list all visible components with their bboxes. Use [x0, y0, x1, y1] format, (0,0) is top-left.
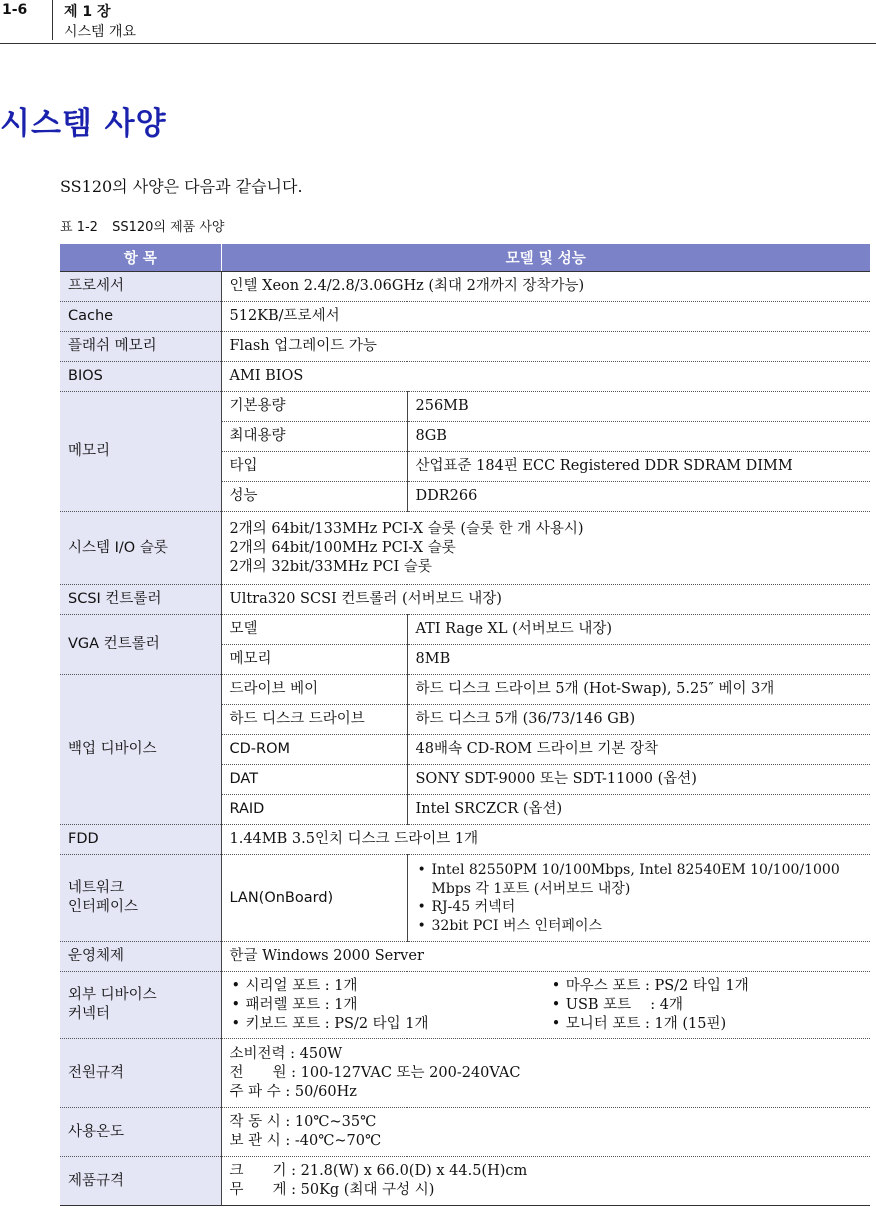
- list-item: • USB 포트 : 4개: [550, 996, 870, 1015]
- list-item: • Intel 82550PM 10/100Mbps, Intel 82540EM 10/100/1000 Mbps 각 1포트 (서버보드 내장): [416, 861, 871, 898]
- row-subcategory: CD-ROM: [221, 735, 407, 765]
- connector-columns: [230, 977, 871, 1034]
- row-value: [221, 972, 870, 1039]
- table-row: [60, 585, 870, 615]
- table-row: [60, 942, 870, 972]
- row-subcategory: DAT: [221, 765, 407, 795]
- list-item: • 모니터 포트 : 1개 (15핀): [550, 1015, 870, 1034]
- chapter-title: 시스템 개요: [64, 24, 137, 40]
- row-value: 하드 디스크 드라이브 5개 (Hot-Swap), 5.25″ 베이 3개: [407, 675, 870, 705]
- row-value: [221, 1039, 870, 1108]
- table-row: [60, 1108, 870, 1157]
- table-row: [60, 825, 870, 855]
- list-item: • 패러렐 포트 : 1개: [230, 996, 550, 1015]
- row-value: AMI BIOS: [221, 362, 870, 392]
- table-row: [60, 675, 870, 705]
- row-value: [221, 512, 870, 585]
- caption-label: 표 1-2: [60, 220, 98, 235]
- row-value: [221, 1157, 870, 1206]
- table-row: [60, 392, 870, 422]
- row-value: 하드 디스크 5개 (36/73/146 GB): [407, 705, 870, 735]
- row-value: SONY SDT-9000 또는 SDT-11000 (옵션): [407, 765, 870, 795]
- row-category: VGA 컨트롤러: [60, 615, 221, 675]
- row-category: [60, 972, 221, 1039]
- header-divider: [52, 0, 53, 40]
- table-row: [60, 362, 870, 392]
- list-item: • 마우스 포트 : PS/2 타입 1개: [550, 977, 870, 996]
- category-line: 인터페이스: [68, 899, 139, 915]
- row-category: 메모리: [60, 392, 221, 512]
- page-header: [0, 0, 876, 44]
- table-row: [60, 332, 870, 362]
- row-value: 48배속 CD-ROM 드라이브 기본 장착: [407, 735, 870, 765]
- row-subcategory: 성능: [221, 482, 407, 512]
- row-category: [60, 855, 221, 942]
- table-row: [60, 1157, 870, 1206]
- row-category: BIOS: [60, 362, 221, 392]
- header-rule: [0, 43, 876, 44]
- row-category: 사용온도: [60, 1108, 221, 1157]
- row-category: 운영체제: [60, 942, 221, 972]
- table-row: [60, 615, 870, 645]
- row-category: 플래쉬 메모리: [60, 332, 221, 362]
- row-subcategory: 드라이브 베이: [221, 675, 407, 705]
- table-caption: [60, 216, 234, 235]
- list-item: • 키보드 포트 : PS/2 타입 1개: [230, 1015, 550, 1034]
- row-value: Flash 업그레이드 가능: [221, 332, 870, 362]
- spec-table: [60, 244, 870, 1206]
- row-value: 한글 Windows 2000 Server: [221, 942, 870, 972]
- row-value: [221, 1108, 870, 1157]
- value-line: 전 원 : 100-127VAC 또는 200-240VAC: [229, 1064, 521, 1081]
- intro-text: SS120의 사양은 다음과 같습니다.: [60, 177, 303, 196]
- value-line: 2개의 64bit/133MHz PCI-X 슬롯 (슬롯 한 개 사용시): [229, 520, 584, 537]
- list-item: • 시리얼 포트 : 1개: [230, 977, 550, 996]
- row-subcategory: 모델: [221, 615, 407, 645]
- row-subcategory: 타입: [221, 452, 407, 482]
- row-subcategory: 메모리: [221, 645, 407, 675]
- row-category: 제품규격: [60, 1157, 221, 1206]
- category-line: 커넥터: [68, 1006, 111, 1022]
- row-value: 256MB: [407, 392, 870, 422]
- bullet-list: [230, 977, 550, 1034]
- row-value: Intel SRCZCR (옵션): [407, 795, 870, 825]
- row-value: [407, 855, 870, 942]
- row-value: ATI Rage XL (서버보드 내장): [407, 615, 870, 645]
- row-category: 백업 디바이스: [60, 675, 221, 825]
- row-category: 프로세서: [60, 272, 221, 302]
- category-line: 네트워크: [68, 880, 125, 896]
- table-row: [60, 1039, 870, 1108]
- row-category: 시스템 I/O 슬롯: [60, 512, 221, 585]
- category-line: 외부 디바이스: [68, 987, 157, 1003]
- value-line: 소비전력 : 450W: [229, 1045, 343, 1062]
- page-title: 시스템 사양: [0, 106, 167, 142]
- value-line: 무 게 : 50Kg (최대 구성 시): [229, 1182, 435, 1198]
- row-value: Ultra320 SCSI 컨트롤러 (서버보드 내장): [221, 585, 870, 615]
- row-value: 8GB: [407, 422, 870, 452]
- row-category: SCSI 컨트롤러: [60, 585, 221, 615]
- row-subcategory: LAN(OnBoard): [221, 855, 407, 942]
- list-item: • RJ-45 커넥터: [416, 898, 871, 917]
- table-row: [60, 302, 870, 332]
- row-value: 8MB: [407, 645, 870, 675]
- row-value: 512KB/프로세서: [221, 302, 870, 332]
- row-subcategory: RAID: [221, 795, 407, 825]
- page-number: 1-6: [2, 2, 28, 18]
- header-item: 항 목: [60, 244, 221, 272]
- row-subcategory: 최대용량: [221, 422, 407, 452]
- table-row: [60, 972, 870, 1039]
- table-row: [60, 272, 870, 302]
- row-value: 인텔 Xeon 2.4/2.8/3.06GHz (최대 2개까지 장착가능): [221, 272, 870, 302]
- row-value: DDR266: [407, 482, 870, 512]
- value-line: 보 관 시 : -40℃~70℃: [229, 1133, 382, 1149]
- row-subcategory: 기본용량: [221, 392, 407, 422]
- value-line: 크 기 : 21.8(W) x 66.0(D) x 44.5(H)cm: [229, 1163, 528, 1179]
- table-row: [60, 855, 870, 942]
- chapter-label: 제 1 장: [64, 4, 111, 20]
- row-subcategory: 하드 디스크 드라이브: [221, 705, 407, 735]
- bullet-list: [550, 977, 870, 1034]
- list-item: • 32bit PCI 버스 인터페이스: [416, 917, 871, 936]
- row-category: FDD: [60, 825, 221, 855]
- row-category: 전원규격: [60, 1039, 221, 1108]
- caption-text: SS120의 제품 사양: [112, 220, 225, 235]
- table-row: [60, 512, 870, 585]
- row-value: 산업표준 184핀 ECC Registered DDR SDRAM DIMM: [407, 452, 870, 482]
- value-line: 작 동 시 : 10℃~35℃: [229, 1114, 377, 1130]
- value-line: 2개의 64bit/100MHz PCI-X 슬롯: [229, 539, 456, 556]
- value-line: 주 파 수 : 50/60Hz: [229, 1083, 357, 1100]
- header-spec: 모델 및 성능: [221, 244, 870, 272]
- bullet-list: [416, 861, 871, 935]
- row-value: 1.44MB 3.5인치 디스크 드라이브 1개: [221, 825, 870, 855]
- row-category: Cache: [60, 302, 221, 332]
- value-line: 2개의 32bit/33MHz PCI 슬롯: [229, 558, 432, 575]
